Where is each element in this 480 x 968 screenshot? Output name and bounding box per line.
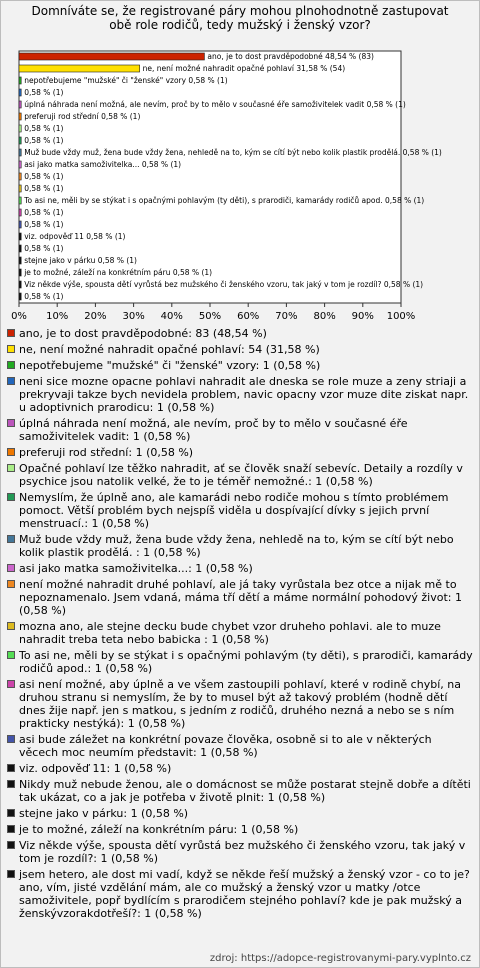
legend-swatch — [7, 419, 15, 427]
legend-item — [7, 562, 473, 575]
legend-swatch — [7, 345, 15, 353]
legend-label: jsem hetero, ale dost mi vadí, když se někde řeší mužský a ženský vzor - co to je? ano, vím, jisté vzdělání mám, ale co mužský a ženský vzor u matky /otce samoživitele, popř bydlícím s prarodičem stejného pohlaví? kde je pak mužský a ženskývzorakdotřeší?: 1 (0,58 %) — [19, 868, 470, 920]
bar-label: asi jako matka samoživitelka... 0,58 % (1) — [24, 160, 182, 169]
bar — [19, 293, 21, 300]
bar-label: preferuji rod střední 0,58 % (1) — [24, 112, 141, 121]
legend-item — [7, 649, 473, 675]
bar — [19, 161, 21, 168]
legend-item — [7, 533, 473, 559]
legend — [7, 327, 473, 923]
bar — [19, 185, 21, 192]
legend-label: mozna ano, ale stejne decku bude chybet vzor druheho pohlavi. ale to muze nahradit treba teta nebo babicka : 1 (0,58 %) — [19, 620, 441, 646]
legend-label: asi bude záležet na konkrétní povaze člověka, osobně si to ale v některých věcech moc neumím představit: 1 (0,58 %) — [19, 733, 432, 759]
legend-label: úplná náhrada není možná, ale nevím, proč by to mělo v současné éře samoživitelek vadit: 1 (0,58 %) — [19, 417, 408, 443]
bar-label: 0,58 % (1) — [24, 220, 64, 229]
legend-label: je to možné, záleží na konkrétním páru: 1 (0,58 %) — [19, 823, 299, 836]
bar — [19, 197, 21, 204]
x-tick-label: 60% — [237, 311, 260, 322]
legend-item — [7, 462, 473, 488]
legend-item — [7, 839, 473, 865]
legend-label: nepotřebujeme "mužské" či "ženské" vzory: 1 (0,58 %) — [19, 359, 321, 372]
bar — [19, 257, 21, 264]
legend-label: neni sice mozne opacne pohlavi nahradit ale dneska se role muze a zeny striaji a prekryvaji takze bych nevidela problem, navic opacny vzor muze dite ziskat napr. u adoptivnich prarodicu: 1 (0,58 %) — [19, 375, 469, 414]
bar-plot — [1, 1, 479, 325]
x-tick-label: 80% — [313, 311, 336, 322]
bar-label: ano, je to dost pravděpodobné 48,54 % (83) — [207, 52, 374, 61]
bar-label: 0,58 % (1) — [24, 136, 64, 145]
bar-label: Muž bude vždy muž, žena bude vždy žena, nehledě na to, kým se cítí být nebo kolik plastik prodělá. 0,58 % (1) — [24, 148, 442, 157]
bar-label: 0,58 % (1) — [24, 88, 64, 97]
bar — [19, 113, 21, 120]
legend-item — [7, 762, 473, 775]
bar — [19, 89, 21, 96]
legend-label: To asi ne, měli by se stýkat i s opačnými pohlavým (ty děti), s prarodiči, kamarády rodičů apod.: 1 (0,58 %) — [19, 649, 473, 675]
bar — [19, 53, 204, 60]
x-tick-label: 40% — [160, 311, 183, 322]
x-tick-label: 20% — [84, 311, 107, 322]
x-tick-label: 30% — [122, 311, 145, 322]
x-tick-label: 100% — [386, 311, 416, 322]
legend-label: asi jako matka samoživitelka...: 1 (0,58 %) — [19, 562, 253, 575]
x-tick-label: 70% — [275, 311, 298, 322]
legend-swatch — [7, 564, 15, 572]
legend-label: Nikdy muž nebude ženou, ale o domácnost se může postarat stejně dobře a dítěti tak ukázat, co a jak je potřeba v životě plnit: 1 (0,58 %) — [19, 778, 471, 804]
legend-swatch — [7, 361, 15, 369]
bar — [19, 173, 21, 180]
legend-item — [7, 359, 473, 372]
legend-label: Viz někde výše, spousta dětí vyrůstá bez mužského či ženského vzoru, tak jaký v tom je rozdíl?: 1 (0,58 %) — [19, 839, 466, 865]
bar — [19, 221, 21, 228]
legend-label: viz. odpověď 11: 1 (0,58 %) — [19, 762, 172, 775]
legend-swatch — [7, 809, 15, 817]
bar-label: ne, není možné nahradit opačné pohlaví 31,58 % (54) — [142, 64, 346, 73]
legend-label: není možné nahradit druhé pohlaví, ale já taky vyrůstala bez otce a nijak mě to nepoznamenalo. Jsem vdaná, máma tří dětí a máme normální pohodový život: 1 (0,58 %) — [19, 578, 462, 617]
legend-label: Muž bude vždy muž, žena bude vždy žena, nehledě na to, kým se cítí být nebo kolik plastik prodělá. : 1 (0,58 %) — [19, 533, 454, 559]
x-tick-label: 0% — [11, 311, 27, 322]
x-tick-label: 50% — [198, 311, 222, 322]
bar-label: 0,58 % (1) — [24, 124, 64, 133]
bar — [19, 245, 21, 252]
legend-swatch — [7, 535, 15, 543]
legend-label: ne, není možné nahradit opačné pohlaví: 54 (31,58 %) — [19, 343, 320, 356]
legend-item — [7, 868, 473, 920]
legend-swatch — [7, 651, 15, 659]
legend-label: stejne jako v párku: 1 (0,58 %) — [19, 807, 189, 820]
legend-swatch — [7, 464, 15, 472]
source-credit: zdroj: https://adopce-registrovanymi-pary.vyplnto.cz — [209, 953, 471, 964]
legend-item — [7, 678, 473, 730]
legend-swatch — [7, 780, 15, 788]
legend-swatch — [7, 870, 15, 878]
bar-label: 0,58 % (1) — [24, 244, 64, 253]
legend-item — [7, 327, 473, 340]
legend-item — [7, 417, 473, 443]
legend-label: asi není možné, aby úplně a ve všem zastoupili pohlaví, které v rodině chybí, na druhou stranu si nemyslím, že by to musel být až takový problém (hodně dětí dnes žije např. jen s matkou, s jedním z rodičů, druhého nezná a nebo se s ním prakticky nestýká): 1 (0,58 %) — [19, 678, 461, 730]
bar — [19, 77, 21, 84]
legend-item — [7, 733, 473, 759]
legend-item — [7, 578, 473, 617]
legend-swatch — [7, 841, 15, 849]
bar-label: je to možné, záleží na konkrétním páru 0,58 % (1) — [24, 268, 213, 277]
bar-label: 0,58 % (1) — [24, 184, 64, 193]
legend-swatch — [7, 735, 15, 743]
plot-area — [19, 51, 401, 303]
legend-item — [7, 446, 473, 459]
legend-swatch — [7, 377, 15, 385]
legend-item — [7, 343, 473, 356]
bar — [19, 149, 21, 156]
legend-item — [7, 375, 473, 414]
legend-label: preferuji rod střední: 1 (0,58 %) — [19, 446, 194, 459]
legend-label: ano, je to dost pravděpodobné: 83 (48,54 %) — [19, 327, 267, 340]
bar-label: úplná náhrada není možná, ale nevím, proč by to mělo v současné éře samoživitelek vadit 0,58 % (1) — [24, 100, 406, 109]
bar — [19, 125, 21, 132]
bar — [19, 209, 21, 216]
chart-title: Domníváte se, že registrované páry mohou plnohodnotně zastupovat obě role rodičů, tedy mužský i ženský vzor? — [31, 4, 449, 32]
legend-label: Opačné pohlaví lze těžko nahradit, ať se člověk snaží sebevíc. Detaily a rozdíly v psychice jsou natolik velké, že to je téměř nemožné.: 1 (0,58 %) — [19, 462, 463, 488]
legend-swatch — [7, 825, 15, 833]
legend-swatch — [7, 764, 15, 772]
legend-item — [7, 823, 473, 836]
bar-label: 0,58 % (1) — [24, 172, 64, 181]
legend-item — [7, 620, 473, 646]
legend-swatch — [7, 580, 15, 588]
bar — [19, 65, 140, 72]
bar-label: To asi ne, měli by se stýkat i s opačnými pohlavým (ty děti), s prarodiči, kamarády rodičů apod. 0,58 % (1) — [24, 196, 425, 205]
legend-item — [7, 778, 473, 804]
legend-swatch — [7, 448, 15, 456]
legend-swatch — [7, 622, 15, 630]
legend-item — [7, 807, 473, 820]
bar — [19, 281, 21, 288]
bar-label: stejne jako v párku 0,58 % (1) — [24, 256, 137, 265]
legend-swatch — [7, 493, 15, 501]
legend-swatch — [7, 680, 15, 688]
bar-label: 0,58 % (1) — [24, 208, 64, 217]
bar-label: Viz někde výše, spousta dětí vyrůstá bez mužského či ženského vzoru, tak jaký v tom je rozdíl? 0,58 % (1) — [24, 280, 424, 289]
bar-label: nepotřebujeme "mužské" či "ženské" vzory 0,58 % (1) — [24, 76, 228, 85]
bar — [19, 101, 21, 108]
x-tick-label: 90% — [351, 311, 374, 322]
bar-label: 0,58 % (1) — [24, 292, 64, 301]
legend-label: Nemyslím, že úplně ano, ale kamarádi nebo rodiče mohou s tímto problémem pomoct. Větší problém bych nejspíš viděla u dospívající dívky s jejich první menstruací.: 1 (0,58 %) — [19, 491, 449, 530]
bar — [19, 137, 21, 144]
bar — [19, 233, 21, 240]
bar-label: viz. odpověď 11 0,58 % (1) — [24, 232, 126, 241]
x-tick-label: 10% — [46, 311, 69, 322]
legend-swatch — [7, 329, 15, 337]
bar — [19, 269, 21, 276]
legend-item — [7, 491, 473, 530]
